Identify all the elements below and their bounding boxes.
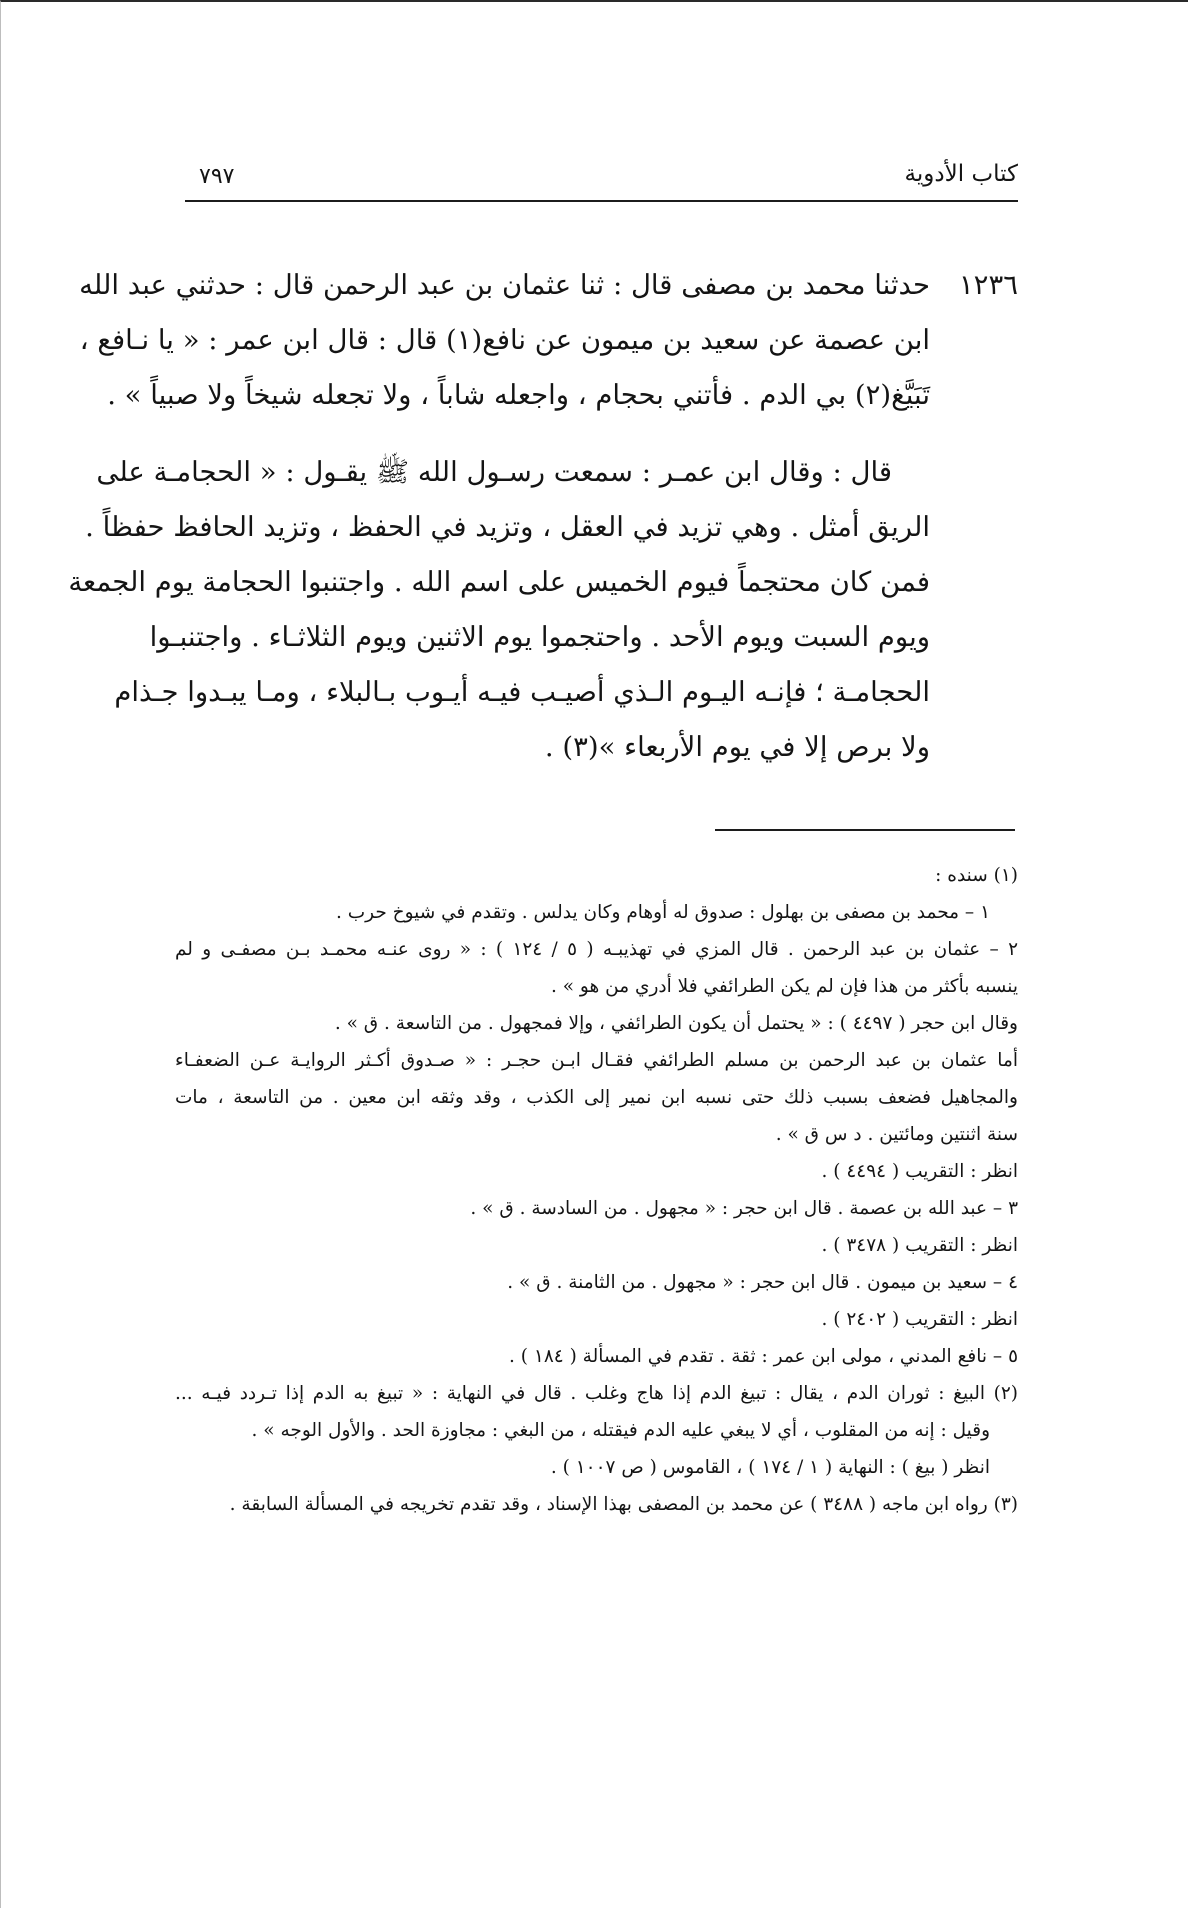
- footnote-line: انظر : التقريب ( ٣٤٧٨ ) .: [821, 1235, 1018, 1256]
- footnote-line: سنة اثنتين ومائتين . د س ق » .: [775, 1124, 1018, 1145]
- hadith-text-line: الريق أمثل . وهي تزيد في العقل ، وتزيد في الحفظ ، وتزيد الحافظ حفظاً .: [85, 511, 930, 543]
- footnote-line: (١) سنده :: [935, 865, 1018, 886]
- hadith-text-line: تَبَيَّغ(٢) بي الدم . فأتني بحجام ، واجعله شاباً ، ولا تجعله شيخاً ولا صبياً » .: [107, 379, 930, 411]
- footnote-line: وقيل : إنه من المقلوب ، أي لا يبغي عليه الدم فيقتله ، من البغي : مجاوزة الحد . والأول الوجه » .: [251, 1420, 990, 1441]
- hadith-block: [68, 258, 1018, 775]
- hadith-text-line: حدثنا محمد بن مصفى قال : ثنا عثمان بن عبد الرحمن قال : حدثني عبد الله: [79, 269, 930, 301]
- footnotes: [175, 857, 1018, 1523]
- hadith-first-line: [79, 258, 1018, 313]
- hadith-text-line: ابن عصمة عن سعيد بن ميمون عن نافع(١) قال : قال ابن عمر : « يا نـافع ،: [79, 324, 930, 356]
- hadith-number: ١٢٣٦: [958, 269, 1018, 301]
- footnote-line: ينسبه بأكثر من هذا فإن لم يكن الطرائفي فلا أدري من هو » .: [550, 976, 1018, 997]
- footnote-line: (٣) رواه ابن ماجه ( ٣٤٨٨ ) عن محمد بن المصفى بهذا الإسناد ، وقد تقدم تخريجه في المسألة السابقة .: [229, 1494, 1018, 1515]
- footnote-line: ٥ – نافع المدني ، مولى ابن عمر : ثقة . تقدم في المسألة ( ١٨٤ ) .: [509, 1346, 1018, 1367]
- footnote-line: أما عثمان بن عبد الرحمن بن مسلم الطرائفي فقـال ابـن حجـر : « صـدوق أكـثر الروايـة عـن الضعفـاء: [175, 1050, 1018, 1071]
- footnote-line: ٣ – عبد الله بن عصمة . قال ابن حجر : « مجهول . من السادسة . ق » .: [470, 1198, 1018, 1219]
- book-title: كتاب الأدوية: [904, 161, 1018, 187]
- hadith-text-line: قال : وقال ابن عمـر : سمعت رسـول الله ﷺ يقـول : « الحجامـة على: [96, 456, 892, 488]
- page-header: [185, 160, 1018, 202]
- footnote-line: ١ – محمد بن مصفى بن بهلول : صدوق له أوهام وكان يدلس . وتقدم في شيوخ حرب .: [335, 902, 990, 923]
- hadith-text-line: فمن كان محتجماً فيوم الخميس على اسم الله . واجتنبوا الحجامة يوم الجمعة: [68, 566, 930, 598]
- hadith-text-line: ولا برص إلا في يوم الأربعاء »(٣) .: [544, 731, 930, 763]
- footnote-line: انظر ( بيغ ) : النهاية ( ١ / ١٧٤ ) ، القاموس ( ص ١٠٠٧ ) .: [550, 1457, 990, 1478]
- footnote-separator: [715, 829, 1015, 831]
- footnote-line: وقال ابن حجر ( ٤٤٩٧ ) : « يحتمل أن يكون الطرائفي ، وإلا فمجهول . من التاسعة . ق » .: [334, 1013, 1018, 1034]
- hadith-text-line: ويوم السبت ويوم الأحد . واحتجموا يوم الاثنين ويوم الثلاثـاء . واجتنبـوا: [149, 621, 930, 653]
- footnote-line: انظر : التقريب ( ٤٤٩٤ ) .: [821, 1161, 1018, 1182]
- footnote-line: ٤ – سعيد بن ميمون . قال ابن حجر : « مجهول . من الثامنة . ق » .: [507, 1272, 1018, 1293]
- footnote-line: انظر : التقريب ( ٢٤٠٢ ) .: [821, 1309, 1018, 1330]
- page-number: ٧٩٧: [199, 164, 235, 189]
- footnote-line: (٢) البيغ : ثوران الدم ، يقال : تبيغ الدم إذا هاج وغلب . قال في النهاية : « تبيغ به الدم إذا تـردد فيـه ...: [175, 1383, 1018, 1404]
- footnote-line: والمجاهيل فضعف بسبب ذلك حتى نسبه ابن نمير إلى الكذب ، وقد وثقه ابن معين . من التاسعة ، مات: [175, 1087, 1018, 1108]
- hadith-text-line: الحجامـة ؛ فإنـه اليـوم الـذي أصيـب فيـه أيـوب بـالبلاء ، ومـا يبـدوا جـذام: [114, 676, 930, 708]
- footnote-line: ٢ – عثمان بن عبد الرحمن . قال المزي في تهذيبـه ( ٥ / ١٢٤ ) : « روى عنـه محمـد بـن مصفـى و لم: [175, 939, 1019, 960]
